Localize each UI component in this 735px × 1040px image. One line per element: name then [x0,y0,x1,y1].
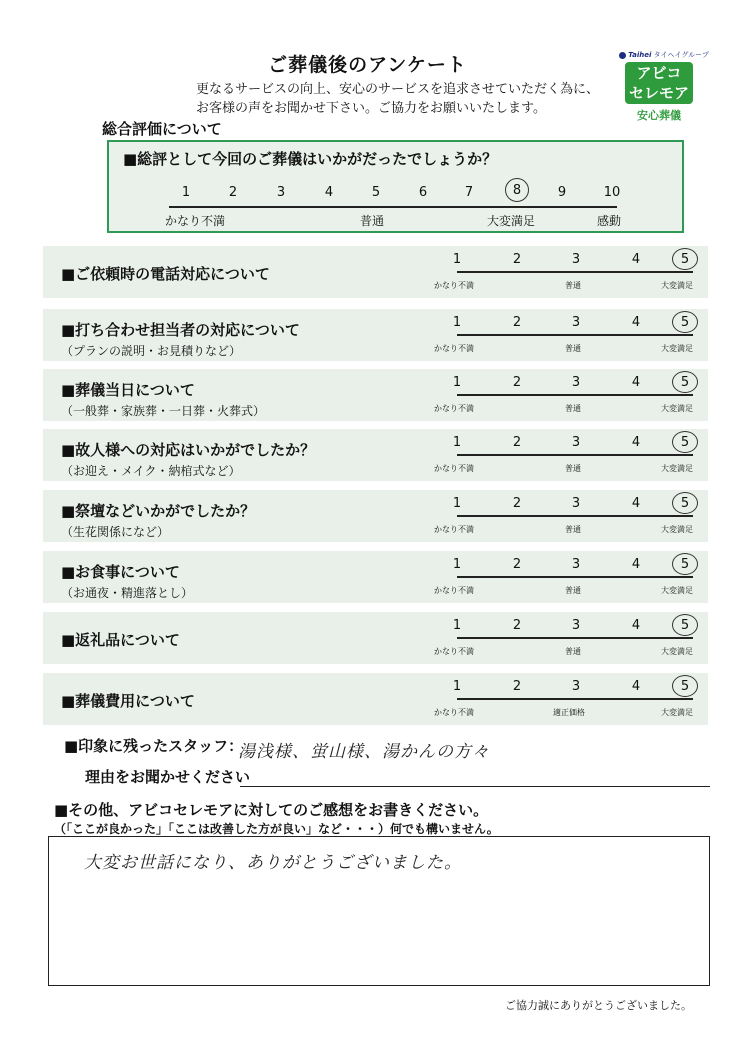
scale-option[interactable]: 2 [512,315,522,330]
question-text: ■葬儀費用について [61,692,195,710]
scale-option[interactable]: 4 [631,435,641,450]
page-title: ご葬儀後のアンケート [268,54,467,76]
group-brand: Taihei [628,51,652,59]
scale-option[interactable]: 4 [631,557,641,572]
question-row-planner [43,309,708,361]
company-logo [619,50,709,130]
scale-option[interactable]: 1 [452,618,462,633]
scale-label-low: かなり不満 [434,281,474,290]
scale-label-mid: 普通 [565,404,581,413]
group-text: タイヘイグループ [653,51,709,59]
scale-option[interactable]: 1 [452,252,462,267]
scale-option[interactable]: 1 [452,557,462,572]
scale-option[interactable]: 2 [228,185,238,200]
scale-option[interactable]: 4 [631,618,641,633]
scale-line [457,515,693,517]
scale-label-mid: 普通 [565,344,581,353]
question-subtext: （プランの説明・お見積りなど） [61,344,242,358]
scale-option-selected[interactable]: 5 [672,492,698,514]
scale-option[interactable]: 1 [452,679,462,694]
scale-label-low: かなり不満 [434,708,474,717]
scale-option-selected[interactable]: 5 [672,248,698,270]
reason-answer-line[interactable] [240,786,710,787]
scale-label-mid: 普通 [565,647,581,656]
scale-label-mid: 普通 [360,214,385,228]
logo-box [625,62,693,104]
question-row-phone [43,246,708,298]
scale-option-selected[interactable]: 5 [672,614,698,636]
overall-question: ■総評として今回のご葬儀はいかがだったでしょうか？ [123,150,498,168]
scale-option[interactable]: 7 [464,185,474,200]
scale-label-high: 大変満足 [661,586,693,595]
scale-label-high: 大変満足 [661,281,693,290]
overall-scale-line [169,206,617,208]
question-subtext: （お通夜・精進落とし） [61,586,194,600]
staff-question: ■印象に残ったスタッフ： [64,737,244,755]
comment-question: ■その他、アビコセレモアに対してのご感想をお書きください。 [54,801,489,819]
group-mark-icon [619,52,626,59]
scale-option[interactable]: 3 [571,618,581,633]
scale-option[interactable]: 4 [324,185,334,200]
question-row-cost [43,673,708,725]
scale-label-low: かなり不満 [434,464,474,473]
scale-option[interactable]: 2 [512,375,522,390]
scale-label-mid: 適正価格 [553,708,585,717]
scale-option[interactable]: 1 [181,185,191,200]
scale-line [457,698,693,700]
scale-label-high: 大変満足 [661,647,693,656]
scale-label-mid: 普通 [565,586,581,595]
question-text: ■故人様への対応はいかがでしたか？ [61,441,316,459]
scale-label-low: かなり不満 [434,404,474,413]
scale-line [457,637,693,639]
scale-label-high: 大変満足 [661,404,693,413]
scale-label-low: かなり不満 [434,586,474,595]
scale-option[interactable]: 3 [571,435,581,450]
scale-label-high: 大変満足 [487,214,536,228]
scale-option[interactable]: 5 [371,185,381,200]
scale-option[interactable]: 1 [452,315,462,330]
logo-line-2: セレモア [628,84,689,102]
scale-option[interactable]: 4 [631,315,641,330]
scale-option[interactable]: 3 [571,315,581,330]
question-row-meals [43,551,708,603]
scale-option-selected[interactable]: 5 [672,553,698,575]
section-heading-overall: 総合評価について [102,120,222,138]
comment-subtext: （「ここが良かった」「ここは改善した方が良い」など・・・）何でも構いません。 [54,822,499,836]
question-row-altar [43,490,708,542]
scale-option[interactable]: 2 [512,679,522,694]
scale-label-low: かなり不満 [165,214,226,228]
scale-option[interactable]: 4 [631,375,641,390]
scale-option-selected[interactable]: 8 [505,178,529,202]
scale-option[interactable]: 6 [418,185,428,200]
question-text: ■打ち合わせ担当者の対応について [61,321,300,339]
scale-option[interactable]: 4 [631,252,641,267]
scale-label-low: かなり不満 [434,344,474,353]
scale-option-selected[interactable]: 5 [672,371,698,393]
scale-label-low: かなり不満 [434,525,474,534]
scale-option[interactable]: 2 [512,496,522,511]
question-text: ■祭壇などいかがでしたか？ [61,502,256,520]
scale-label-mid: 普通 [565,525,581,534]
scale-label-low: かなり不満 [434,647,474,656]
scale-label-high: 大変満足 [661,344,693,353]
scale-line [457,394,693,396]
question-row-funeral-day [43,369,708,421]
scale-option[interactable]: 10 [603,185,621,200]
scale-option[interactable]: 1 [452,375,462,390]
thanks-footer: ご協力誠にありがとうございました。 [505,999,692,1012]
scale-option[interactable]: 3 [571,557,581,572]
scale-option[interactable]: 3 [571,252,581,267]
logo-line-1: アビコ [636,64,682,82]
scale-option[interactable]: 3 [276,185,286,200]
scale-line [457,576,693,578]
scale-label-high: 大変満足 [661,525,693,534]
scale-option[interactable]: 3 [571,679,581,694]
scale-line [457,334,693,336]
staff-answer[interactable]: 湯浅様、蛍山様、湯かんの方々 [238,742,490,762]
scale-option[interactable]: 3 [571,496,581,511]
intro-line-1: 更なるサービスの向上、安心のサービスを追求させていただく為に、 [196,82,600,97]
scale-option[interactable]: 9 [557,185,567,200]
scale-label-top: 感動 [597,214,622,228]
scale-label-mid: 普通 [565,464,581,473]
scale-line [457,271,693,273]
scale-option[interactable]: 2 [512,435,522,450]
scale-line [457,454,693,456]
scale-label-high: 大変満足 [661,464,693,473]
scale-label-high: 大変満足 [661,708,693,717]
scale-option[interactable]: 2 [512,557,522,572]
scale-option[interactable]: 1 [452,435,462,450]
scale-option[interactable]: 2 [512,252,522,267]
scale-option-selected[interactable]: 5 [672,675,698,697]
question-text: ■返礼品について [61,631,180,649]
scale-option[interactable]: 4 [631,496,641,511]
overall-rating-box [107,140,684,233]
question-subtext: （生花関係になど） [61,525,170,539]
scale-option[interactable]: 4 [631,679,641,694]
question-text: ■ご依頼時の電話対応について [61,265,270,283]
group-name [619,50,709,60]
intro-line-2: お客様の声をお聞かせ下さい。ご協力をお願いいたします。 [196,101,546,116]
question-text: ■葬儀当日について [61,381,195,399]
scale-option-selected[interactable]: 5 [672,311,698,333]
scale-option[interactable]: 1 [452,496,462,511]
question-subtext: （お迎え・メイク・納棺式など） [61,464,241,478]
question-text: ■お食事について [61,563,180,581]
logo-tagline: 安心葬儀 [637,109,681,122]
reason-question: 理由をお聞かせください [85,768,251,786]
question-row-return-gifts [43,612,708,664]
comment-answer[interactable]: 大変お世話になり、ありがとうございました。 [84,853,462,873]
scale-label-mid: 普通 [565,281,581,290]
question-row-deceased-care [43,429,708,481]
scale-option[interactable]: 2 [512,618,522,633]
scale-option[interactable]: 3 [571,375,581,390]
intro-text [196,80,599,118]
scale-option-selected[interactable]: 5 [672,431,698,453]
question-subtext: （一般葬・家族葬・一日葬・火葬式） [61,404,266,418]
